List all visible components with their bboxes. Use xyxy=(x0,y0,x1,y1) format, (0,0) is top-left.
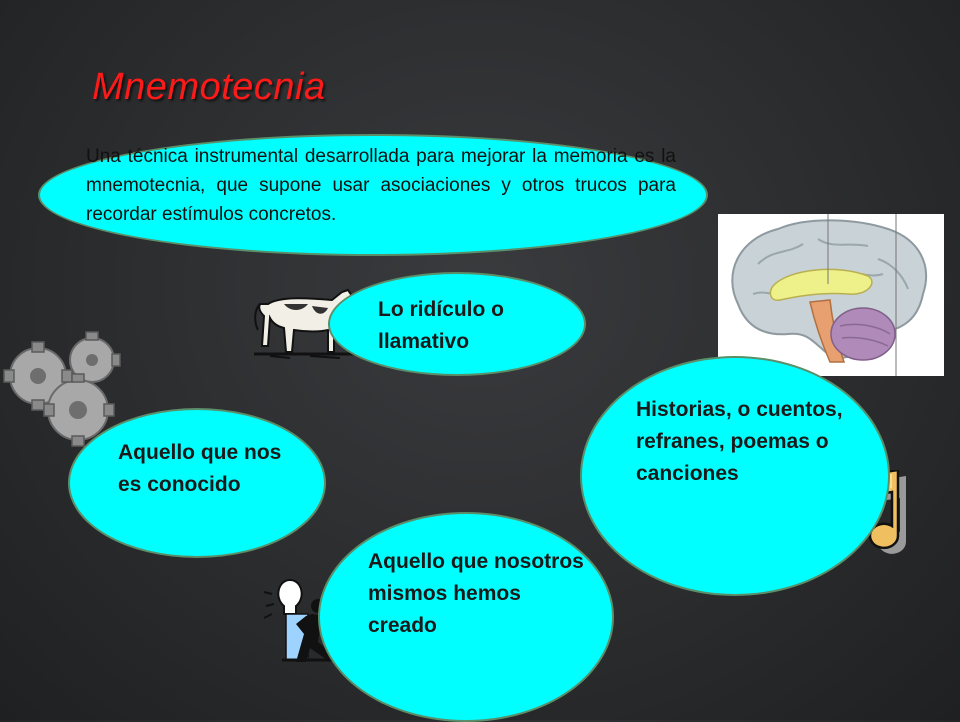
bubble-label: Aquello que nos es conocido xyxy=(118,441,282,496)
slide-title: Mnemotecnia xyxy=(92,66,326,108)
bubble-stories xyxy=(580,356,890,596)
definition-oval xyxy=(38,134,708,256)
bubble-self-created xyxy=(318,512,614,722)
bubble-label: Historias, o cuentos, refranes, poemas o canciones xyxy=(636,398,843,485)
brain-icon xyxy=(718,214,944,376)
bubble-label: Lo ridículo o llamativo xyxy=(378,298,504,353)
bubble-label: Aquello que nosotros mismos hemos creado xyxy=(368,550,584,637)
definition-text: Una técnica instrumental desarrollada para mejorar la memoria es la mnemotecnia, que supone usar asociaciones y otros trucos para recordar estímulos concretos. xyxy=(86,146,676,225)
bubble-known xyxy=(68,408,326,558)
bubble-ridiculous xyxy=(328,272,586,376)
